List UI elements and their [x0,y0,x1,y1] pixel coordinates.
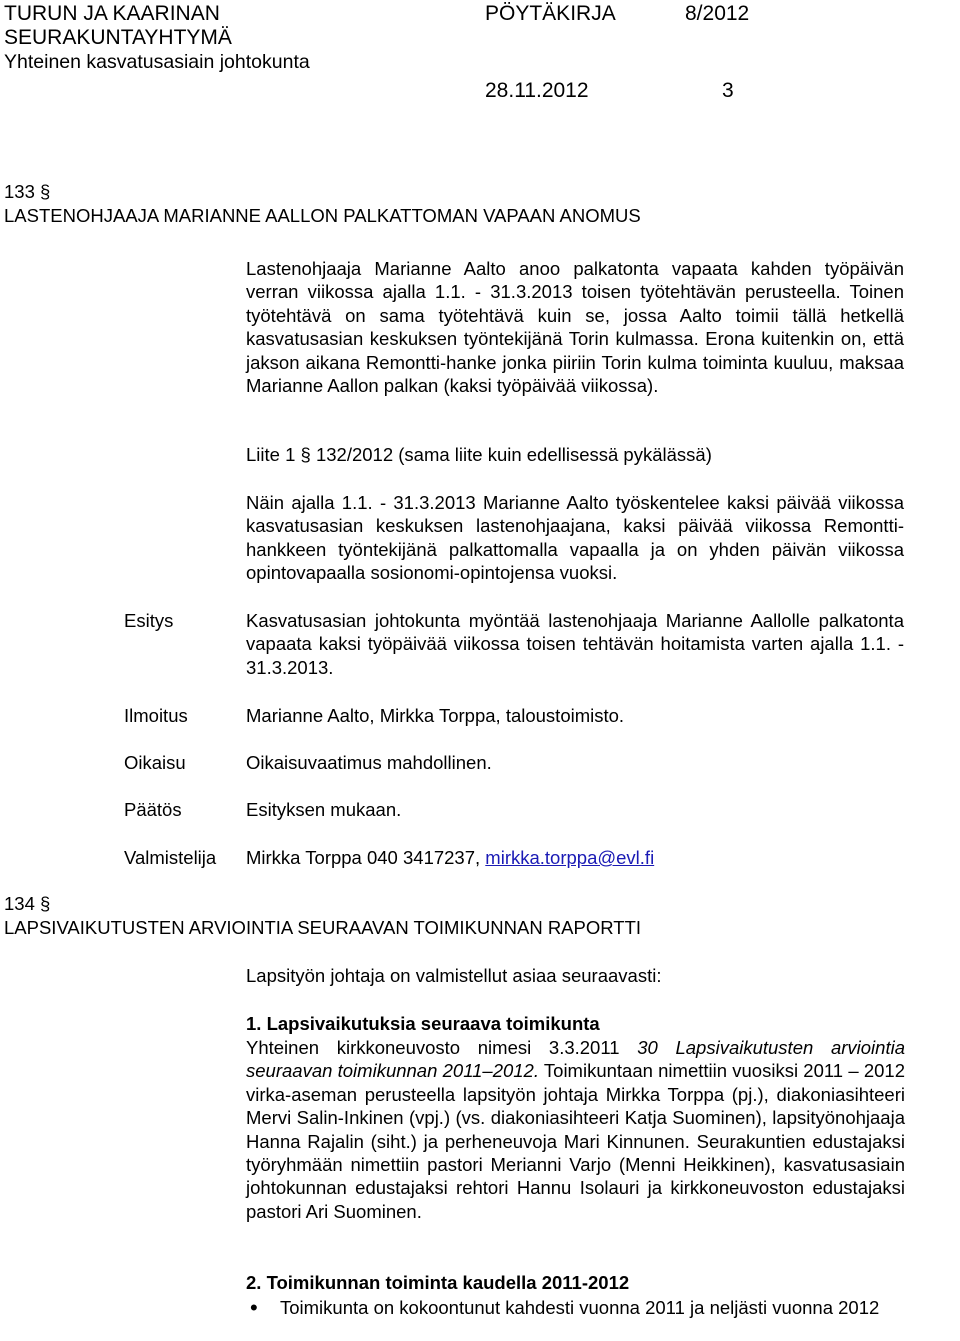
doc-number: 8/2012 [685,2,750,25]
committee-name: Yhteinen kasvatusasiain johtokunta [4,51,310,73]
paatos-label: Päätös [124,799,182,820]
section-sign: § [40,181,51,202]
section-134-title: LAPSIVAIKUTUSTEN ARVIOINTIA SEURAAVAN TOIMIKUNNAN RAPORTTI [4,917,642,938]
page-number: 3 [722,79,734,102]
meeting-date: 28.11.2012 [485,79,589,102]
valmistelija-contact: Mirkka Torppa 040 3417237, [246,847,481,868]
para1-italic: 30 Lapsivaikutusten arviointia seuraavan toimikunnan 2011–2012. [246,1037,905,1082]
section-number: 134 [4,893,35,914]
section-133-number [4,180,50,203]
section-134-intro: Lapsityön johtaja on valmistellut asiaa seuraavasti: [246,965,662,986]
valmistelija-label: Valmistelija [124,847,217,868]
header-organization [4,2,310,74]
attachment-reference [246,443,904,466]
para1-start: Yhteinen kirkkoneuvosto nimesi 3.3.2011 [246,1037,620,1058]
oikaisu-label: Oikaisu [124,752,186,773]
section-sign: § [300,444,311,465]
section-133-paragraph-2: Näin ajalla 1.1. - 31.3.2013 Marianne Aalto työskentelee kaksi päivää viikossa kasvatusasian keskuksen lastenohjaajana, kaksi päivää viikossa Remontti-hankkeen työntekijänä palkattomalla vapaalla ja on yhden päivän viikossa opintovapaalla sosionomi-opintojensa vuoksi. [246,492,904,584]
subheading-2: 2. Toimikunnan toiminta kaudella 2011-2012 [246,1272,630,1293]
section-133-title: LASTENOHJAAJA MARIANNE AALLON PALKATTOMAN VAPAAN ANOMUS [4,205,641,226]
org-name: TURUN JA KAARINAN [4,2,220,25]
ilmoitus-label: Ilmoitus [124,705,188,726]
section-sign: § [40,893,51,914]
paatos-text: Esityksen mukaan. [246,799,402,820]
bullet-list [246,1296,904,1319]
esitys-text: Kasvatusasian johtokunta myöntää lastenohjaaja Marianne Aallolle palkatonta vapaata kaksi työpäivää viikossa toisen tehtävän hoitamista varten ajalla 1.1. - 31.3.2013. [246,610,904,678]
valmistelija-text [246,846,904,869]
section-number: 133 [4,181,35,202]
oikaisu-text: Oikaisuvaatimus mahdollinen. [246,752,492,773]
section-133-paragraph-1: Lastenohjaaja Marianne Aalto anoo palkatonta vapaata kahden työpäivän verran viikossa ajalla 1.1. - 31.3.2013 toisen työtehtävän perusteella. Toinen työtehtävä on sama työtehtävä kuin se, jossa Aalto toimii tällä hetkellä kasvatusasian keskuksen työntekijänä Torin kulmassa. Erona kuitenkin on, että jakson aikana Remontti-hanke jonka piiriin Torin kulma toiminta kuuluu, maksaa Marianne Aallon palkan (kaksi työpäivää viikossa). [246,258,904,397]
attachment-prefix: Liite 1 [246,444,296,465]
ilmoitus-text: Marianne Aalto, Mirkka Torppa, taloustoimisto. [246,705,625,726]
esitys-label: Esitys [124,610,174,631]
doc-type: PÖYTÄKIRJA [485,2,616,25]
org-name-line2: SEURAKUNTAYHTYMÄ [4,26,232,49]
attachment-text: 132/2012 (sama liite kuin edellisessä pykälässä) [315,444,712,465]
subheading-1: 1. Lapsivaikutuksia seuraava toimikunta [246,1013,600,1034]
email-link[interactable]: mirkka.torppa@evl.fi [485,847,655,868]
para1-rest: Toimikuntaan nimettiin vuosiksi 2011 – 2012 virka-aseman perusteella lapsityön johtaja Mirkka Torppa (pj.), diakoniasihteeri Mervi Salin-Inkinen (vpj.) (vs. diakoniasihteeri Katja Suominen), lapsityönohjaaja Hanna Rajalin (siht.) ja perheneuvoja Mari Kinnunen. Seurakuntien edustajaksi työryhmään nimettiin pastori Merianni Varjo (Menni Heikkinen), kasvatusasiain johtokunnan edustajaksi rehtori Hannu Isolauri ja kirkkoneuvoston edustajaksi pastori Ari Suominen. [246,1060,905,1222]
section-134-number [4,892,50,915]
list-item: • Toimikunta on kokoontunut kahdesti vuonna 2011 ja neljästi vuonna 2012 [246,1296,904,1319]
section-134-paragraph-1 [246,1036,905,1223]
